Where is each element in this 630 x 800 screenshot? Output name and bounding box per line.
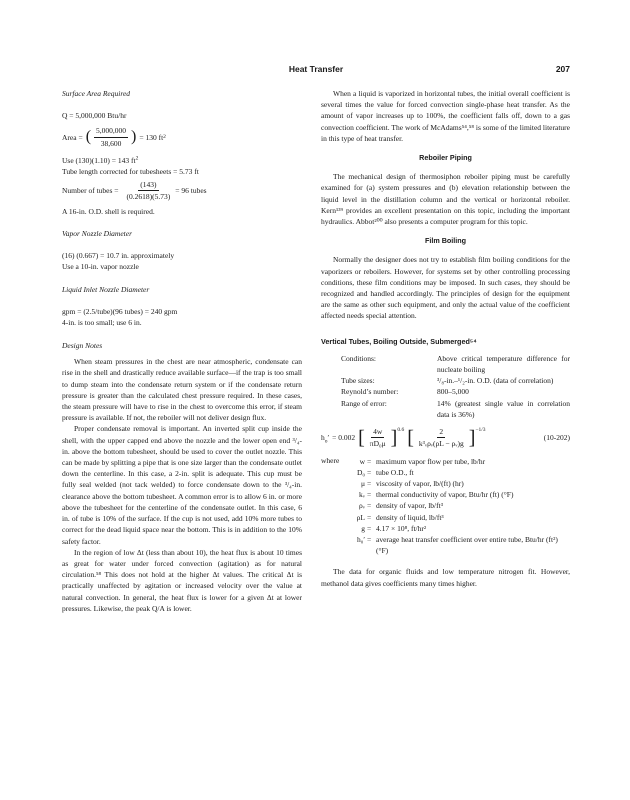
eq-fraction-2 xyxy=(417,426,466,449)
equation-10-202: $h_o'$ = 0.002 [ $\frac{4w}{\text{πD₀μ}}$ ] $^{0.6}$ [ $\frac{2}{\text{k³ᵥρᵥ(ρL − ρᵥ)g}}$ ] $^{-1/3}$ (10-202) xyxy=(321,426,570,449)
where-symbol: μ xyxy=(360,478,365,488)
eq-denominator-1: πD₀μ xyxy=(369,439,386,449)
where-symbol: w xyxy=(359,456,365,466)
eq-bracket: [ xyxy=(407,426,414,449)
eq-denominator-2: k³ᵥρᵥ(ρL − ρᵥ)g xyxy=(418,439,464,449)
where-description: maximum vapor flow per tube, lb/hr xyxy=(376,456,486,466)
tube-length-line: Tube length corrected for tubesheets = 5.73 ft xyxy=(62,167,199,177)
eq-numerator-2: 2 xyxy=(437,426,445,438)
page-number: 207 xyxy=(555,64,570,74)
condition-label: Tube sizes: xyxy=(341,376,375,386)
where-symbol: kᵥ xyxy=(359,490,365,500)
left-paragraph-1: When steam pressures in the chest are near atmospheric, condensate can rise in the shell and drastically reduce available surface—if the trap is too small to dump steam into the condensate return system or if the condensate return pressure is greater than the calculated chest pressure required. In these cases, the steam pressure will have to rise in the chest to overcome this error, if steam pressure is available. If not, the reboiler will not deliver design flux. xyxy=(62,357,302,423)
q-line: Q = 5,000,000 Btu/hr xyxy=(62,111,127,121)
where-intro: where xyxy=(321,456,340,466)
where-symbol: g xyxy=(361,523,365,533)
where-description: 4.17 × 10⁸, ft/hr² xyxy=(376,523,427,533)
right-paragraph-4: The data for organic fluids and low temperature nitrogen fit. However, methanol data gives coefficients many times higher. xyxy=(321,567,570,588)
condition-label: Conditions: xyxy=(341,353,377,363)
area-denominator: 38,600 xyxy=(100,138,122,148)
condition-value: Above critical temperature difference for nucleate boiling xyxy=(437,353,570,375)
vapor-heading: Vapor Nozzle Diameter xyxy=(62,228,132,238)
vapor-line-1: (16) (0.667) = 10.7 in. approximately xyxy=(62,251,175,261)
right-paragraph-2: The mechanical design of thermosiphon reboiler piping must be carefully examined for (a) system pressures and (b) elevation relationship between the liquid level in the distillation column and the vertical or horizontal reboiler. Kern¹³⁹ provides an excellent presentation on this topic, including the important hydraulics. Abbot²⁰⁰ also presents a computer program for this topic. xyxy=(321,172,570,227)
open-paren: ( xyxy=(85,128,92,146)
eq-bracket: ] xyxy=(390,426,398,449)
vapor-line-2: Use a 10-in. vapor nozzle xyxy=(62,262,139,272)
surface-heading: Surface Area Required xyxy=(62,89,131,98)
num-tubes-result: = 96 tubes xyxy=(175,186,207,196)
eq-coefficient: = 0.002 xyxy=(332,433,356,443)
where-description: thermal conductivity of vapor, Btu/hr (ft) (°F) xyxy=(376,490,514,500)
use-line: Use (130)(1.10) = 143 $ft^2$ xyxy=(62,155,139,165)
page-header xyxy=(62,64,570,78)
eq-bracket: ] xyxy=(468,426,476,449)
eq-fraction-1 xyxy=(368,426,388,449)
vertical-tubes-heading: Vertical Tubes, Boiling Outside, Submerged⁵⁴ xyxy=(321,336,477,346)
condition-label: Reynold’s number: xyxy=(341,387,399,397)
equation-number: (10-202) xyxy=(543,433,570,443)
close-paren: ) xyxy=(131,128,137,146)
liquid-line-2: 4-in. is too small; use 6 in. xyxy=(62,317,142,327)
left-paragraph-3: In the region of low Δt (less than about 10), the heat flux is about 10 times as great for water under forced convection (agitation) as for natural circulation.⁵⁸ This does not hold at the higher Δt values. The critical Δt is practically unaffected by agitation or increased velocity over the value at natural convection. In general, the heat flux is lower for a given Δt at lower pressures. Likewise, the peak Q/A is lower. xyxy=(62,547,302,613)
liquid-line-1: gpm = (2.5/tube)(96 tubes) = 240 gpm xyxy=(62,306,178,316)
conditions-table xyxy=(341,353,570,420)
film-boiling-heading: Film Boiling xyxy=(424,236,467,246)
right-column xyxy=(321,88,570,589)
right-paragraph-3: Normally the designer does not try to establish film boiling conditions for the vaporizers or reboilers. However, for systems set by other controlling processing conditions, these film conditions may be imposed. In such cases, they should be recognized and handled accordingly. The principles of design for the equipment are the same as other such equipment, and only the actual value of the coefficient affected needs special attention. xyxy=(321,255,570,321)
right-paragraph-1: When a liquid is vaporized in horizontal tubes, the initial overall coefficient is several times the value for forced convection single-phase heat transfer. As the amount of vapor increases up to 100%, the coefficient falls off, down to a gas convection coefficient. The work of McAdams⁵⁴,⁵⁸ is some of the limited literature in this type of heat transfer. xyxy=(321,89,570,143)
reboiler-piping-heading: Reboiler Piping xyxy=(419,153,472,163)
num-tubes-denominator: (0.2618)(5.73) xyxy=(126,192,171,202)
eq-bracket: [ xyxy=(358,426,365,449)
eq-numerator-1: 4w xyxy=(371,426,384,438)
where-symbol: ρL xyxy=(356,512,365,522)
area-equation: Area = ( $\frac{5,000,000}{38,600}$ ) = 130 ft 2 xyxy=(62,126,166,148)
left-paragraph-2: Proper condensate removal is important. An inverted split cup inside the shell, with the upper capped end above the nozzle and the lower open end ³/₄-in. above the bottom tubesheet, should be used to cover the outlet nozzle. This can be made by splitting a pipe that is one size larger than the condensate outlet down the centerline. In this case, a 2-in. split is adequate. This cup must be fully seal welded (not tack welded) to force condensate down to the ³/₄-in. clearance above the bottom tubesheet. A common error is to allow 6 in. or more above the tubesheet for the centerline of the condensate outlet. In this case, 6 in. of tube is 10% of the surface. If the cup is not used, add 10% more tubes to correct for the dead liquid space near the bottom. This is in addition to the 10% safety factor. xyxy=(62,424,302,546)
condition-value: 14% (greatest single value in correlation data is 36%) xyxy=(437,398,570,419)
running-title: Heat Transfer xyxy=(288,64,344,74)
condition-value: ³/₈-in.–¹/₂-in. O.D. (data of correlation) xyxy=(437,376,554,386)
num-tubes-fraction xyxy=(125,179,173,202)
where-symbol: D₀ xyxy=(356,467,365,477)
where-description: density of liquid, lb/ft³ xyxy=(376,512,444,522)
condition-value: 800–5,000 xyxy=(437,387,469,397)
where-symbol: ρᵥ xyxy=(359,501,365,511)
left-column xyxy=(62,88,302,614)
shell-line: A 16-in. O.D. shell is required. xyxy=(62,206,155,216)
num-tubes-numerator: (143) xyxy=(138,179,158,191)
area-label: Area = xyxy=(62,132,83,142)
area-result: = 130 ft xyxy=(139,132,164,142)
where-description: density of vapor, lb/ft³ xyxy=(376,501,443,511)
condition-label: Range of error: xyxy=(341,398,387,408)
eq-lhs-symbol: $h_o'$ xyxy=(321,433,330,445)
where-symbol: h₀′ xyxy=(356,534,365,544)
area-numerator: 5,000,000 xyxy=(94,125,128,137)
area-fraction xyxy=(94,125,128,148)
design-heading: Design Notes xyxy=(62,341,103,351)
where-description: tube O.D., ft xyxy=(376,467,414,477)
where-description: average heat transfer coefficient over entire tube, Btu/hr (ft²) (°F) xyxy=(376,534,558,556)
num-tubes-label: Number of tubes = xyxy=(62,186,119,196)
where-list: where w = maximum vapor flow per tube, lb/hr D₀ = tube O.D., ft μ = viscosity of vapor, lb/(ft) (hr) kᵥ = thermal conductivity of vapor, Btu/hr (ft) (°F) ρᵥ = density of vapor, lb/ft³ ρL = density of liquid, lb/ft³ g = 4.17 × 10⁸, ft/hr² h₀′ = average heat transfer coefficient over entire tube, Btu/hr (ft²) (°F) xyxy=(321,455,570,556)
where-description: viscosity of vapor, lb/(ft) (hr) xyxy=(376,478,464,488)
num-tubes-equation xyxy=(62,179,302,202)
liquid-heading: Liquid Inlet Nozzle Diameter xyxy=(62,285,150,295)
